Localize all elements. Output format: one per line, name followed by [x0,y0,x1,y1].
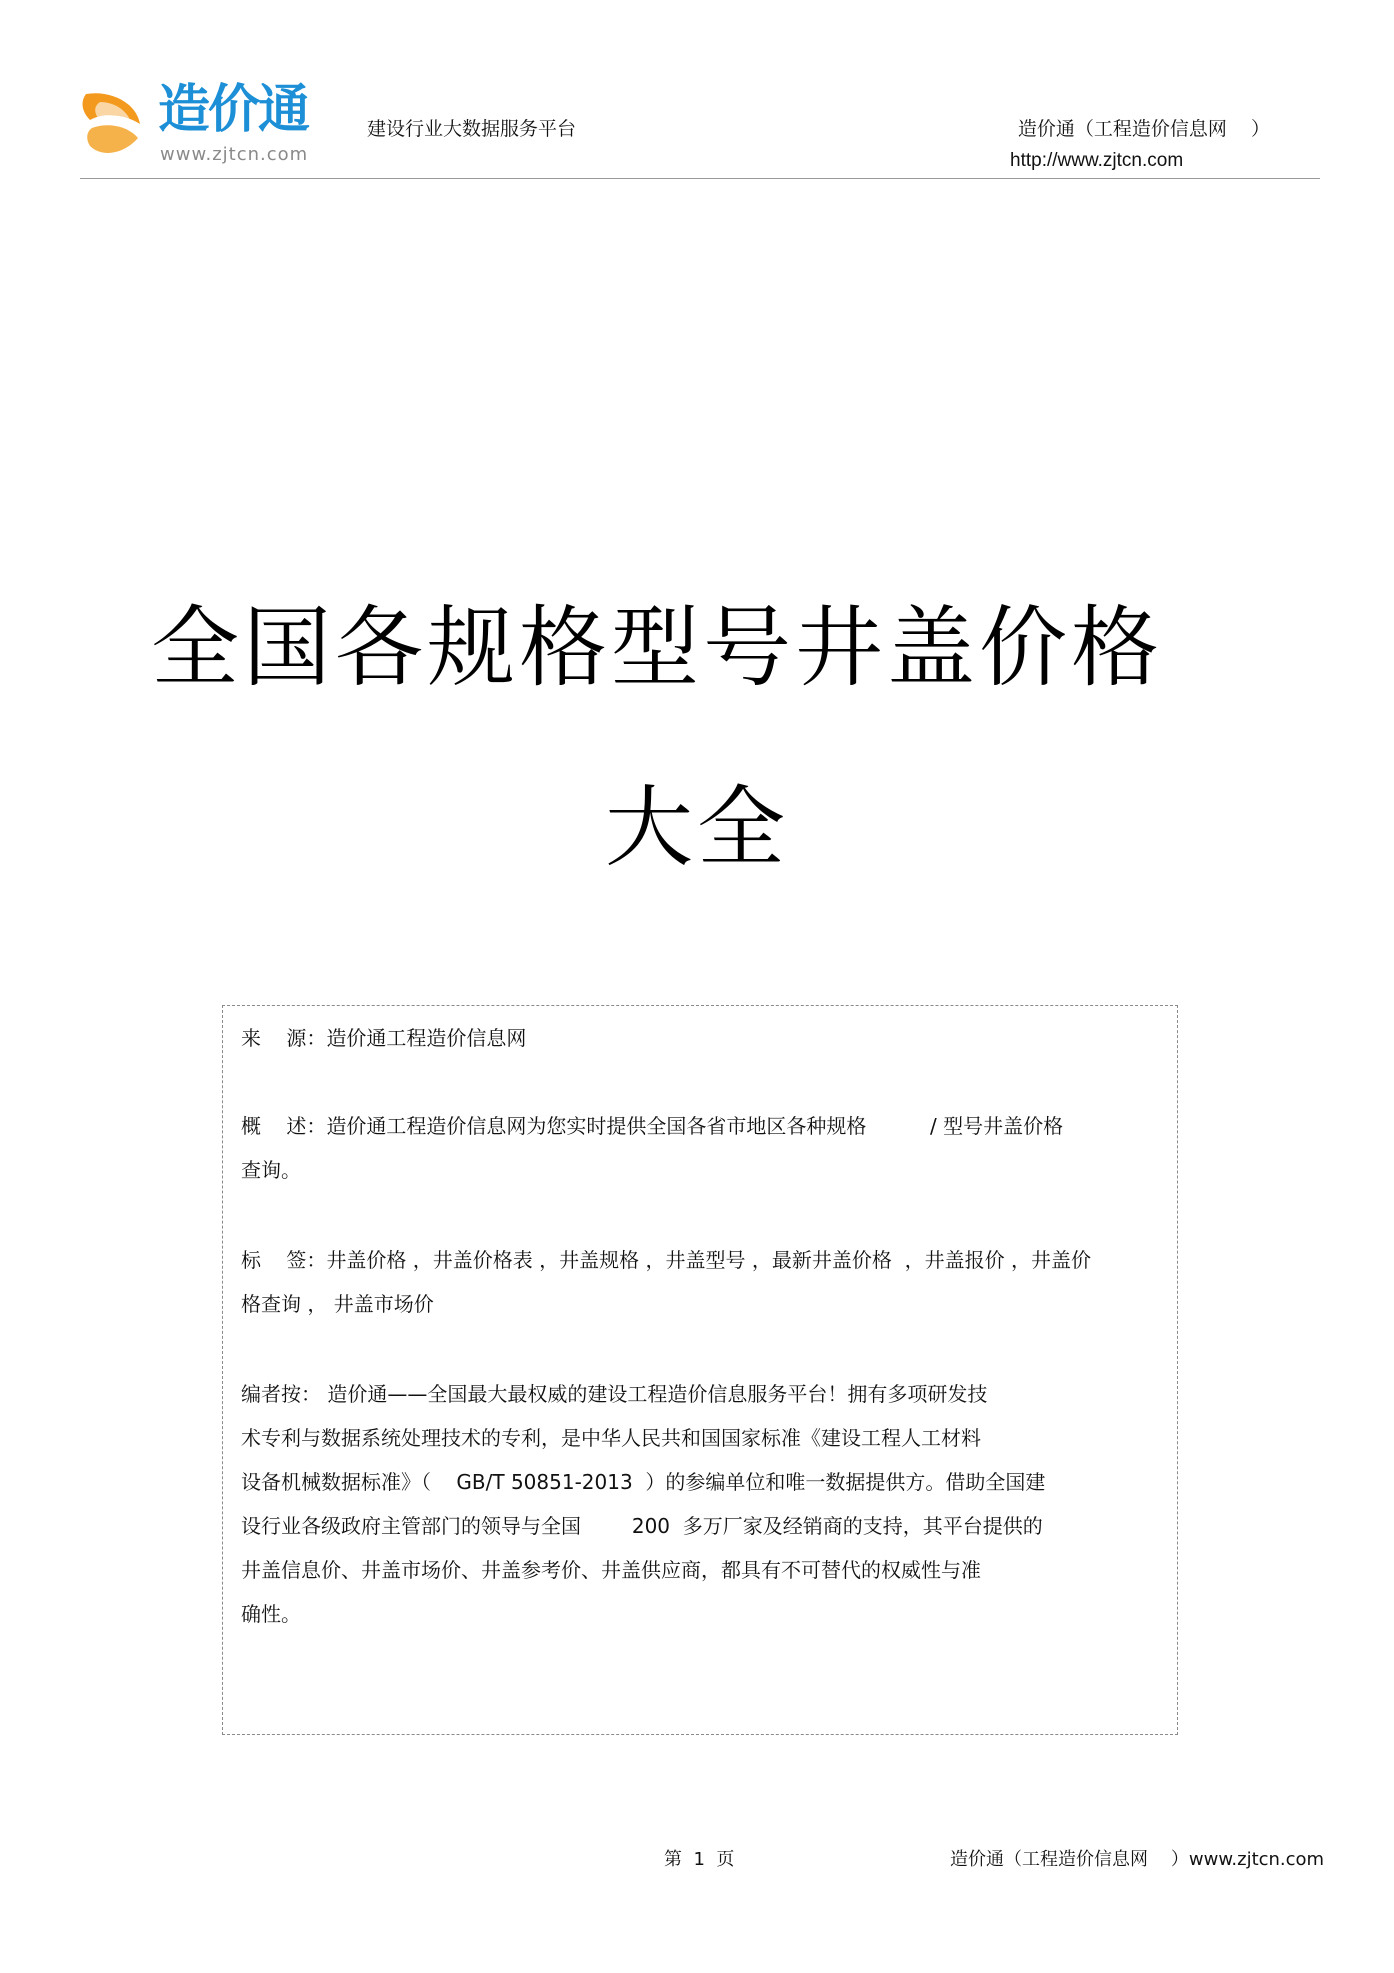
summary-line: 造价通工程造价信息网为您实时提供全国各省市地区各种规格 / 型号井盖价格 [326,1114,1064,1138]
site-name: 造价通（工程造价信息网 ） [1017,118,1270,140]
document-title-line-1: 全国各规格型号井盖价格 [150,596,1163,699]
info-summary-row [241,1104,1161,1192]
logo-wordmark: 造价通 [158,80,309,140]
summary-label: 概 述： [241,1114,327,1138]
note-line: 确性。 [241,1602,301,1626]
source-value: 造价通工程造价信息网 [326,1026,527,1050]
tags-line: 格查询 ， 井盖市场价 [241,1292,434,1316]
note-line: 设备机械数据标准》（ GB/T 50851-2013 ）的参编单位和唯一数据提供方。借助全国建 [241,1470,1046,1494]
info-tags-row [241,1238,1161,1326]
note-line: 术专利与数据系统处理技术的专利，是中华人民共和国国家标准《建设工程人工材料 [241,1426,981,1450]
butterfly-logo-icon [80,84,152,164]
document-info-box [222,1005,1178,1735]
note-label: 编者按： [241,1382,321,1406]
logo-url: www.zjtcn.com [160,144,309,165]
header-divider [80,178,1320,179]
zjtcn-logo[interactable] [80,78,350,174]
footer-site-link[interactable]: 造价通（工程造价信息网 ）www.zjtcn.com [950,1849,1325,1870]
page-footer [0,1845,1394,1875]
summary-line: 查询。 [241,1158,301,1182]
note-line: 造价通——全国最大最权威的建设工程造价信息服务平台！拥有多项研发技 [321,1382,988,1406]
source-label: 来 源： [241,1026,327,1050]
tags-line: 井盖价格 ，井盖价格表 ，井盖规格 ，井盖型号 ，最新井盖价格 ，井盖报价 ，井盖价 [326,1248,1091,1272]
tags-label: 标 签： [241,1248,327,1272]
note-line: 设行业各级政府主管部门的领导与全国 200 多万厂家及经销商的支持，其平台提供的 [241,1514,1043,1538]
page-number: 第 1 页 [664,1849,735,1870]
page-header [80,70,1320,180]
platform-slogan: 建设行业大数据服务平台 [367,118,577,140]
note-line: 井盖信息价、井盖市场价、井盖参考价、井盖供应商，都具有不可替代的权威性与准 [241,1558,981,1582]
site-url-link[interactable]: http://www.zjtcn.com [1010,150,1184,171]
info-editor-note [241,1372,1161,1636]
document-title-line-2: 大全 [604,776,789,879]
info-source-row [241,1016,1161,1060]
